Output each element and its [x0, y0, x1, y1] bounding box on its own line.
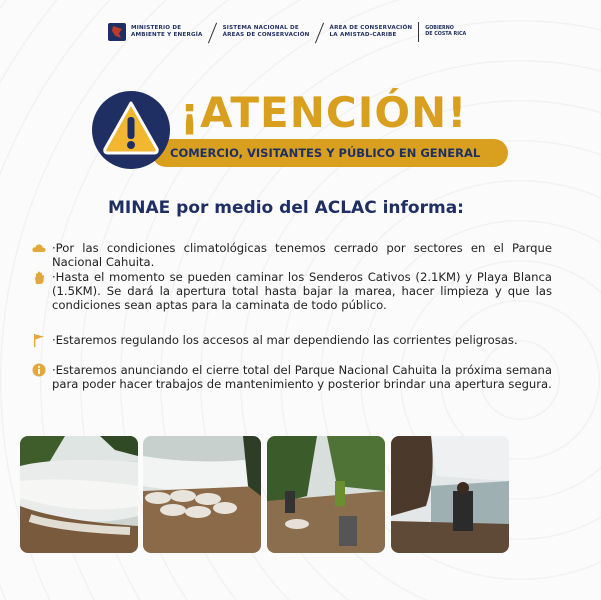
gobierno-label	[425, 26, 466, 38]
audience-text: COMERCIO, VISITANTES Y PÚBLICO EN GENERAL	[170, 146, 481, 160]
divider	[315, 22, 325, 42]
photo-beach-waves	[20, 436, 138, 553]
header-logos	[108, 20, 466, 44]
informs-heading: MINAE por medio del ACLAC informa:	[108, 198, 464, 218]
divider	[418, 22, 419, 42]
photo-workers	[267, 436, 385, 553]
notice-trails-open: ·Hasta el momento se pueden caminar los Senderos Cativos (2.1KM) y Playa Blanca (1.5KM). Se dará la apertura total hasta bajar la marea, hacer limpieza y que las condiciones sean aptas para la caminata de todo público.	[52, 270, 552, 313]
cloud-icon	[32, 241, 46, 255]
aclac-line-1: ÁREA DE CONSERVACIÓN	[329, 25, 413, 31]
photo-sandbags	[143, 436, 261, 553]
divider	[208, 22, 218, 42]
photo-tree-coast	[391, 436, 509, 553]
costa-rica-logo-icon	[108, 23, 126, 41]
flag-icon	[32, 333, 46, 347]
notice-total-closure: ·Estaremos anunciando el cierre total del Parque Nacional Cahuita la próxima semana para poder hacer trabajos de mantenimiento y posterior brindar una apertura segura.	[52, 363, 552, 392]
aclac-line-2: LA AMISTAD-CARIBE	[329, 32, 397, 38]
hand-icon	[32, 271, 46, 285]
attention-title: ¡ATENCIÓN!	[180, 88, 468, 137]
warning-icon	[100, 97, 162, 159]
notice-sea-access: ·Estaremos regulando los accesos al mar dependiendo las corrientes peligrosas.	[52, 333, 518, 347]
gobierno-line-2: DE COSTA RICA	[425, 32, 467, 37]
ministry-line-2: AMBIENTE Y ENERGÍA	[131, 32, 203, 38]
ministry-label	[131, 25, 203, 39]
sinac-line-1: SISTEMA NACIONAL DE	[222, 25, 299, 31]
info-icon	[32, 363, 46, 377]
ministry-line-1: MINISTERIO DE	[131, 25, 182, 31]
notice-closed-sectors: ·Por las condiciones climatológicas tenemos cerrado por sectores en el Parque Nacional Cahuita.	[52, 241, 552, 270]
sinac-line-2: ÁREAS DE CONSERVACIÓN	[222, 32, 310, 38]
aclac-label	[330, 25, 413, 39]
gobierno-line-1: GOBIERNO	[425, 26, 454, 31]
audience-banner	[152, 139, 508, 167]
sinac-label	[223, 25, 310, 39]
